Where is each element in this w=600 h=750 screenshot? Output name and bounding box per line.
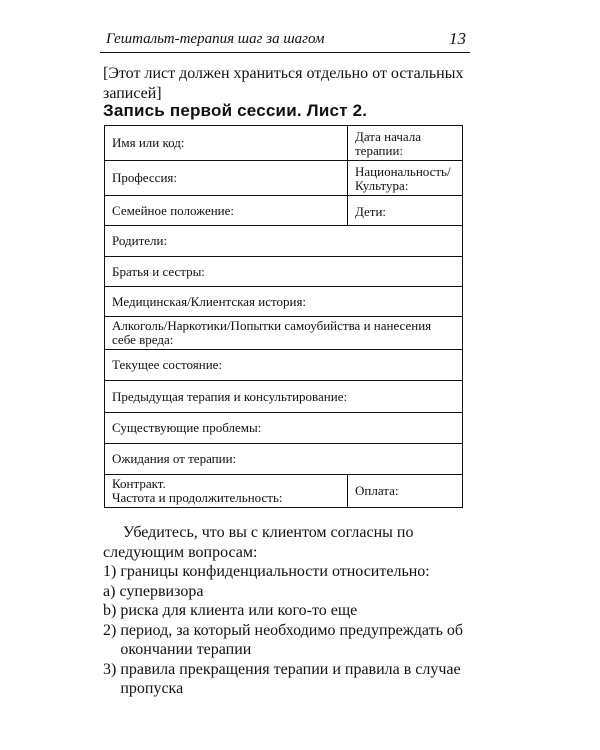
form-row-profession xyxy=(105,161,463,196)
agreement-section xyxy=(103,523,483,699)
form-row-contract xyxy=(105,475,463,508)
field-name: Имя или код: xyxy=(105,126,348,161)
form-row-medical xyxy=(105,287,463,317)
agreement-marker: b) xyxy=(103,602,117,619)
field-expectations: Ожидания от терапии: xyxy=(105,444,463,475)
agreement-marker: 2) xyxy=(103,621,117,639)
field-siblings: Братья и сестры: xyxy=(105,257,463,287)
agreement-item-2 xyxy=(103,621,483,660)
field-children: Дети: xyxy=(348,196,463,226)
agreement-item-3 xyxy=(103,660,483,699)
form-row-expectations xyxy=(105,444,463,475)
form-row-name xyxy=(105,126,463,161)
field-contract xyxy=(105,475,348,508)
first-session-form xyxy=(104,125,463,508)
field-alcohol: Алкоголь/Наркотики/Попытки самоубийства и нанесения себе вреда: xyxy=(105,317,463,350)
agreement-item-1 xyxy=(103,562,483,582)
field-contract-label: Контракт. xyxy=(112,476,166,491)
field-previous-therapy: Предыдущая терапия и консультирование: xyxy=(105,381,463,413)
agreement-text: границы конфиденциальности относительно: xyxy=(120,563,430,580)
running-head xyxy=(100,28,470,53)
field-medical-history: Медицинская/Клиентская история: xyxy=(105,287,463,317)
agreement-intro: Убедитесь, что вы с клиентом согласны по следующим вопросам: xyxy=(103,524,414,561)
field-existing-problems: Существующие проблемы: xyxy=(105,413,463,444)
section-title: Запись первой сессии. Лист 2. xyxy=(103,101,368,120)
form-row-siblings xyxy=(105,257,463,287)
form-row-previous-therapy xyxy=(105,381,463,413)
form-row-alcohol xyxy=(105,317,463,350)
agreement-text: риска для клиента или кого-то еще xyxy=(120,602,358,619)
agreement-text: период, за который необходимо предупреждать об окончании терапии xyxy=(120,621,464,658)
field-parents: Родители: xyxy=(105,226,463,257)
agreement-marker: 1) xyxy=(103,563,117,580)
form-row-problems xyxy=(105,413,463,444)
form-row-current-state xyxy=(105,350,463,381)
separate-storage-note: [Этот лист должен храниться отдельно от остальных записей] xyxy=(103,65,464,102)
agreement-marker: a) xyxy=(103,582,116,600)
field-frequency-label: Частота и продолжительность: xyxy=(112,490,283,505)
form-row-parents xyxy=(105,226,463,257)
page-number: 13 xyxy=(449,29,466,48)
agreement-text: правила прекращения терапии и правила в случае пропуска xyxy=(120,660,461,697)
agreement-marker: 3) xyxy=(103,660,117,678)
running-head-title: Гештальт-терапия шаг за шагом xyxy=(106,31,325,47)
field-nationality: Национальность/ Культура: xyxy=(348,161,463,196)
agreement-item-a xyxy=(103,582,483,602)
field-start-date: Дата начала терапии: xyxy=(348,126,463,161)
form-row-marital xyxy=(105,196,463,226)
field-marital-status: Семейное положение: xyxy=(105,196,348,226)
agreement-item-b xyxy=(103,601,483,621)
agreement-text: супервизора xyxy=(119,582,204,600)
field-payment: Оплата: xyxy=(348,475,463,508)
field-profession: Профессия: xyxy=(105,161,348,196)
field-current-state: Текущее состояние: xyxy=(105,350,463,381)
